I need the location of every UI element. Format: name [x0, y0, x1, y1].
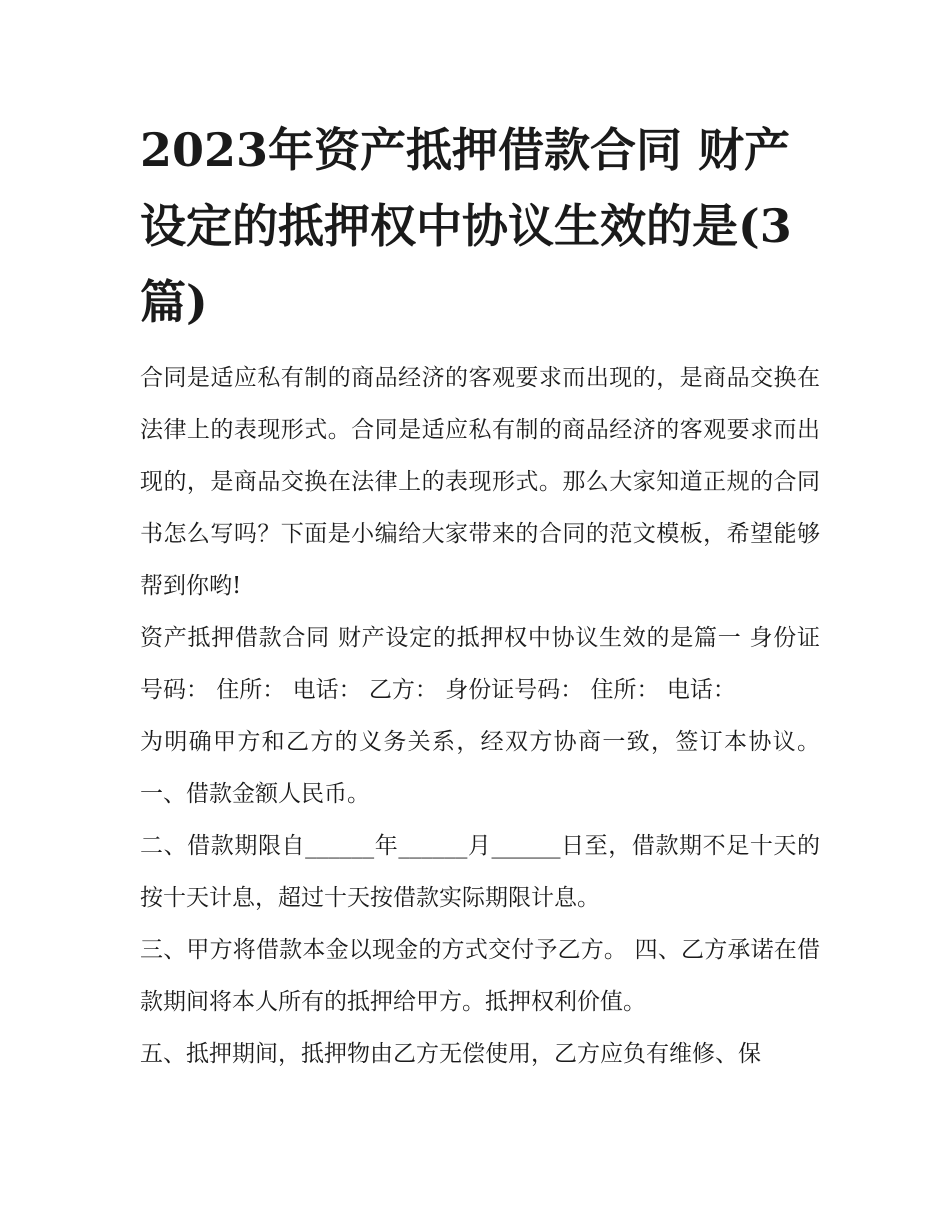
paragraph-payment: 三、甲方将借款本金以现金的方式交付予乙方。 四、乙方承诺在借款期间将本人所有的抵押给甲方。抵押权利价值。 — [140, 937, 820, 1015]
paragraph-parties: 资产抵押借款合同 财产设定的抵押权中协议生效的是篇一 身份证号码： 住所： 电话： 乙方： 身份证号码： 住所： 电话： — [140, 625, 820, 703]
document-title: 2023年资产抵押借款合同 财产设定的抵押权中协议生效的是(3篇) — [140, 123, 792, 329]
paragraph-collateral-use: 五、抵押期间，抵押物由乙方无偿使用，乙方应负有维修、保 — [140, 1041, 761, 1067]
paragraph-term: 二、借款期限自______年______月______日至，借款期不足十天的按十天计息，超过十天按借款实际期限计息。 — [140, 833, 820, 911]
paragraph-intro: 合同是适应私有制的商品经济的客观要求而出现的，是商品交换在法律上的表现形式。合同是适应私有制的商品经济的客观要求而出现的，是商品交换在法律上的表现形式。那么大家知道正规的合同书怎么写吗？下面是小编给大家带来的合同的范文模板，希望能够帮到你哟! — [140, 365, 820, 599]
paragraph-purpose: 为明确甲方和乙方的义务关系，经双方协商一致，签订本协议。 一、借款金额人民币。 — [140, 729, 820, 807]
document-body — [140, 352, 820, 1080]
